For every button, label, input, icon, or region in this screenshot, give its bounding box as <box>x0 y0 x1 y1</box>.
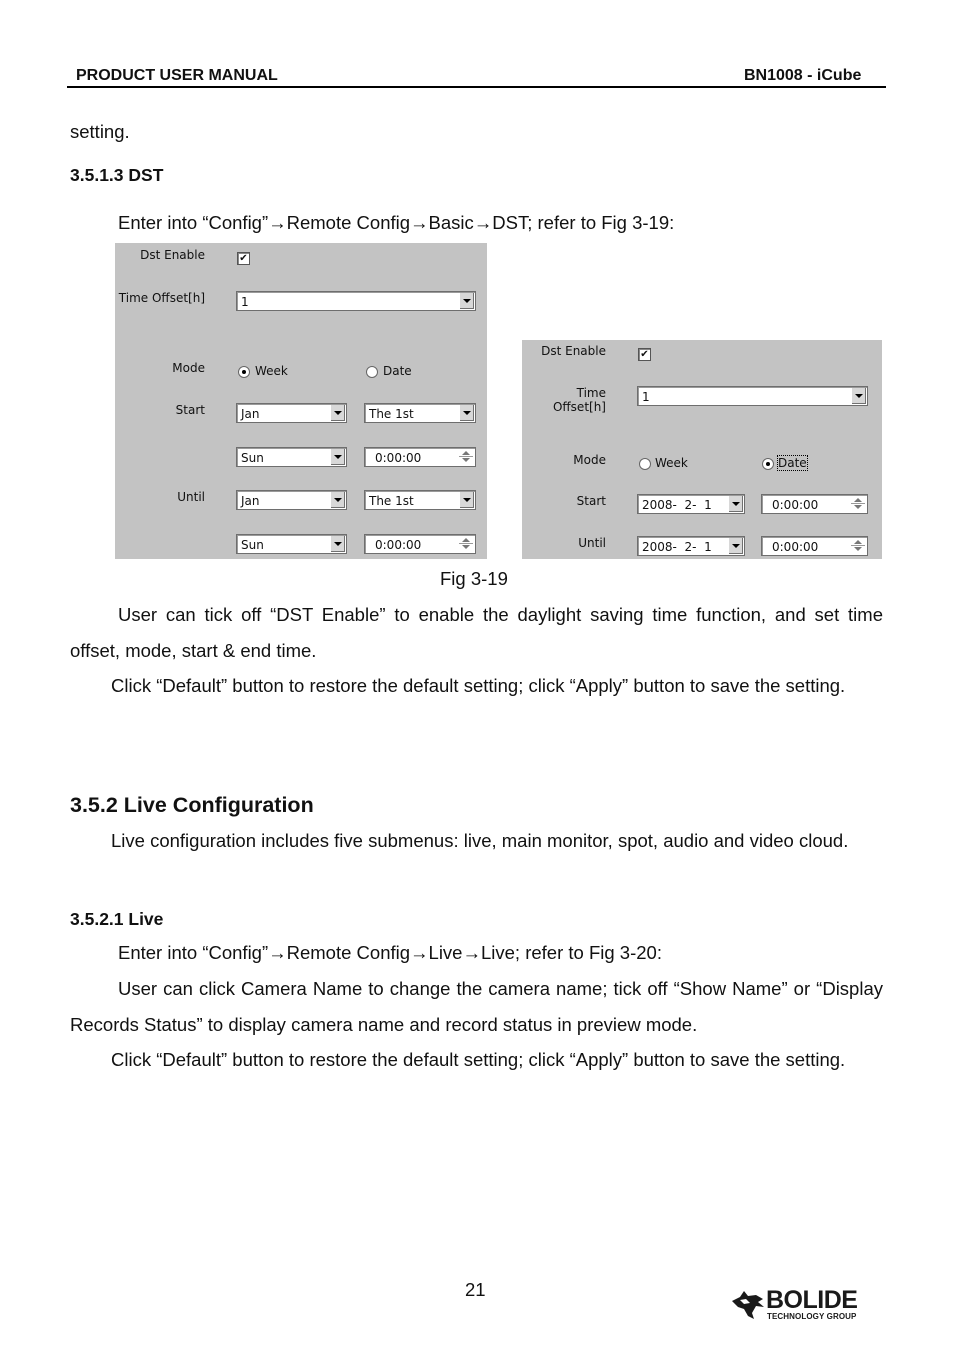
live-config-para: Live configuration includes five submenus: live, main monitor, spot, audio and video cloud. <box>111 830 849 851</box>
dropdown-button[interactable] <box>330 449 345 465</box>
dst-enable-checkbox[interactable]: ✔ <box>237 252 250 265</box>
dropdown-button[interactable] <box>728 496 743 512</box>
nav-part: Remote Config <box>286 942 411 963</box>
start-date-value: 2008- 2- 1 <box>642 498 712 512</box>
spin-arrows-icon[interactable] <box>851 539 865 553</box>
chevron-down-icon <box>732 544 740 548</box>
dropdown-button[interactable] <box>330 536 345 552</box>
arrow-icon: → <box>410 212 429 233</box>
chevron-down-icon <box>855 394 863 398</box>
dropdown-button[interactable] <box>459 405 474 421</box>
arrow-icon: → <box>462 942 481 963</box>
start-day-value: Sun <box>241 451 264 465</box>
start-day-select[interactable] <box>236 447 347 467</box>
until-month-value: Jan <box>241 494 260 508</box>
live-para-1: User can click Camera Name to change the camera name; tick off “Show Name” or “Display Records Status” to display camera name and record status in preview mode. <box>70 978 883 1035</box>
arrow-icon: → <box>268 212 287 233</box>
chevron-down-icon <box>334 498 342 502</box>
bolide-dog-icon <box>730 1287 766 1321</box>
arrow-icon: → <box>473 212 493 233</box>
dropdown-button[interactable] <box>459 293 474 309</box>
spin-arrows-icon[interactable] <box>459 537 473 551</box>
dst-nav-text <box>118 212 674 234</box>
mode-label: Mode <box>172 361 205 375</box>
start-label: Start <box>175 403 205 417</box>
start-time-spinner[interactable] <box>364 447 476 467</box>
nav-part: Enter into “Config” <box>118 212 269 233</box>
nav-part: Remote Config <box>286 212 411 233</box>
until-date-select[interactable] <box>637 536 745 556</box>
nav-part: Live <box>428 942 463 963</box>
chevron-down-icon <box>732 502 740 506</box>
start-month-select[interactable] <box>236 403 347 423</box>
chevron-down-icon <box>463 411 471 415</box>
live-para-2: Click “Default” button to restore the default setting; click “Apply” button to save the setting. <box>111 1049 846 1070</box>
dst-panel-date <box>522 340 882 559</box>
dropdown-button[interactable] <box>728 538 743 554</box>
start-week-select[interactable] <box>364 403 476 423</box>
until-time-spinner[interactable] <box>761 536 868 556</box>
dst-enable-label: Dst Enable <box>541 344 606 358</box>
mode-week-label: Week <box>255 364 288 378</box>
time-offset-label: Time Offset[h] <box>552 386 606 414</box>
nav-part: DST; refer to Fig 3-19: <box>492 212 675 233</box>
dropdown-button[interactable] <box>459 492 474 508</box>
logo-text: BOLIDE <box>766 1286 858 1314</box>
until-month-select[interactable] <box>236 490 347 510</box>
chevron-down-icon <box>334 455 342 459</box>
until-date-value: 2008- 2- 1 <box>642 540 712 554</box>
until-day-value: Sun <box>241 538 264 552</box>
mode-week-label: Week <box>655 456 688 470</box>
mode-date-radio[interactable] <box>762 458 774 470</box>
nav-part: Basic <box>428 212 474 233</box>
start-time-spinner[interactable] <box>761 494 868 514</box>
dst-para-2: Click “Default” button to restore the default setting; click “Apply” button to save the setting. <box>111 675 846 696</box>
dst-panel-week <box>115 243 487 559</box>
until-label: Until <box>578 536 606 550</box>
mode-date-label: Date <box>778 456 807 470</box>
arrow-icon: → <box>410 942 429 963</box>
until-time-value: 0:00:00 <box>772 540 819 554</box>
chevron-down-icon <box>334 411 342 415</box>
dst-heading: 3.5.1.3 DST <box>70 165 164 185</box>
until-week-select[interactable] <box>364 490 476 510</box>
nav-part: Enter into “Config” <box>118 942 269 963</box>
chevron-down-icon <box>463 299 471 303</box>
dropdown-button[interactable] <box>330 492 345 508</box>
live-nav-text <box>118 942 662 964</box>
arrow-icon: → <box>268 942 287 963</box>
time-offset-label: Time Offset[h] <box>118 291 205 305</box>
until-time-value: 0:00:00 <box>375 538 422 552</box>
dropdown-button[interactable] <box>851 388 866 404</box>
dropdown-button[interactable] <box>330 405 345 421</box>
until-time-spinner[interactable] <box>364 534 476 554</box>
mode-label: Mode <box>573 453 606 467</box>
nav-part: Live; refer to Fig 3-20: <box>480 942 662 963</box>
live-config-heading: 3.5.2 Live Configuration <box>70 793 314 817</box>
until-day-select[interactable] <box>236 534 347 554</box>
spin-arrows-icon[interactable] <box>459 450 473 464</box>
start-label: Start <box>576 494 606 508</box>
header-rule <box>67 86 886 88</box>
mode-date-radio[interactable] <box>366 366 378 378</box>
dst-para-1: User can tick off “DST Enable” to enable the daylight saving time function, and set time offset, mode, start & end time. <box>70 604 883 661</box>
time-offset-select[interactable] <box>236 291 476 311</box>
spin-arrows-icon[interactable] <box>851 497 865 511</box>
mode-week-radio[interactable] <box>639 458 651 470</box>
header-title: PRODUCT USER MANUAL <box>76 67 278 84</box>
dst-enable-label: Dst Enable <box>140 248 205 262</box>
dst-enable-checkbox[interactable]: ✔ <box>638 348 651 361</box>
mode-date-label: Date <box>383 364 412 378</box>
time-offset-value: 1 <box>241 295 249 309</box>
live-sub-heading: 3.5.2.1 Live <box>70 909 164 929</box>
chevron-down-icon <box>463 498 471 502</box>
until-label: Until <box>177 490 205 504</box>
until-week-value: The 1st <box>369 494 414 508</box>
mode-week-radio[interactable] <box>238 366 250 378</box>
figure-caption: Fig 3-19 <box>440 568 508 589</box>
start-time-value: 0:00:00 <box>772 498 819 512</box>
header-model: BN1008 - iCube <box>744 67 862 84</box>
logo-sub: TECHNOLOGY GROUP <box>767 1312 857 1321</box>
start-month-value: Jan <box>241 407 260 421</box>
bolide-logo <box>730 1287 880 1323</box>
time-offset-value: 1 <box>642 390 650 404</box>
page-number: 21 <box>465 1279 486 1300</box>
intro-text: setting. <box>70 121 130 142</box>
chevron-down-icon <box>334 542 342 546</box>
start-time-value: 0:00:00 <box>375 451 422 465</box>
time-offset-select[interactable] <box>637 386 868 406</box>
start-date-select[interactable] <box>637 494 745 514</box>
start-week-value: The 1st <box>369 407 414 421</box>
